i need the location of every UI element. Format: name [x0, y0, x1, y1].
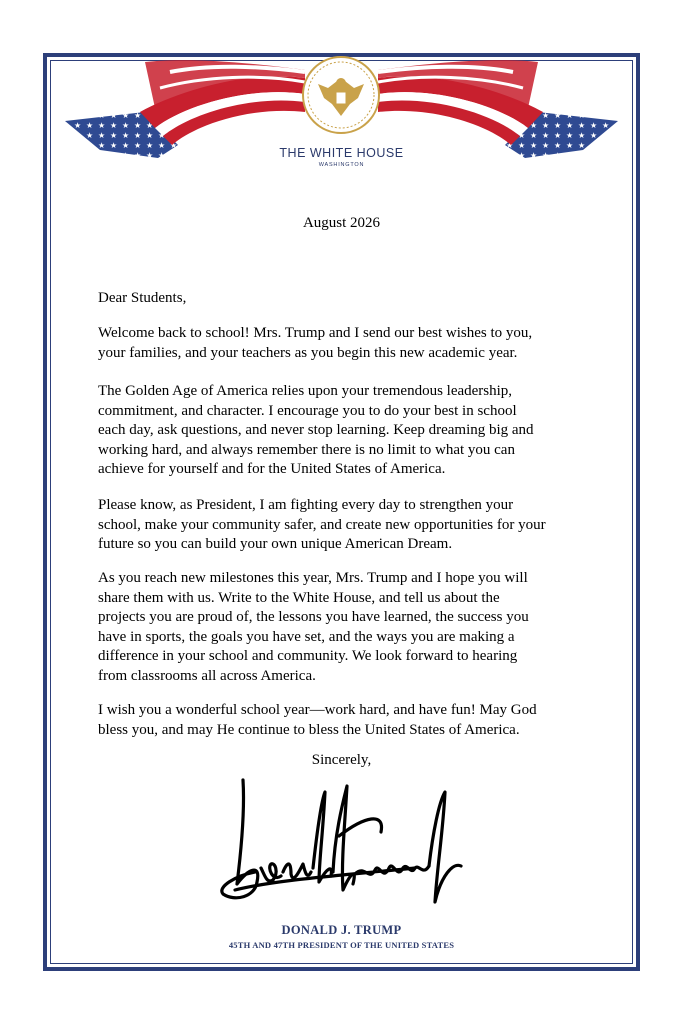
paragraph-line: school, make your community safer, and create new opportunities for your	[98, 516, 546, 533]
paragraph-line: achieve for yourself and for the United States of America.	[98, 461, 446, 478]
paragraph-line: your families, and your teachers as you begin this new academic year.	[98, 344, 518, 361]
paragraph-3	[98, 496, 598, 555]
paragraph-line: Welcome back to school! Mrs. Trump and I send our best wishes to you,	[98, 325, 533, 341]
paragraph-2	[98, 382, 598, 480]
paragraph-4	[98, 569, 598, 687]
closing: Sincerely,	[311, 752, 372, 768]
left-ribbon	[140, 60, 305, 145]
paragraph-line: working hard, and always remember there is no limit to what you can	[98, 441, 515, 458]
paragraph-line: have in sports, the goals you have set, and the ways you are making a	[98, 628, 515, 645]
paragraph-line: commitment, and character. I encourage you to do your best in school	[98, 402, 517, 419]
paragraph-line: projects you are proud of, the lessons you have learned, the success you	[98, 609, 529, 626]
presidential-seal-icon	[303, 57, 379, 133]
paragraph-line: The Golden Age of America relies upon your tremendous leadership,	[98, 383, 513, 399]
letter-date: August 2026	[302, 215, 381, 231]
paragraph-line: future so you can build your own unique American Dream.	[98, 536, 453, 553]
paragraph-line: difference in your school and community. We look forward to hearing	[98, 648, 518, 665]
signer-name: DONALD J. TRUMP	[281, 923, 402, 937]
right-ribbon	[378, 60, 543, 145]
paragraph-line: bless you, and may He continue to bless the United States of America.	[98, 721, 520, 738]
paragraph-line: share them with us. Write to the White House, and tell us about the	[98, 589, 500, 606]
letterhead-subtitle: WASHINGTON	[318, 162, 365, 168]
handwritten-signature	[215, 772, 470, 922]
paragraph-line: I wish you a wonderful school year—work hard, and have fun! May God	[98, 702, 537, 718]
paragraph-line: As you reach new milestones this year, Mrs. Trump and I hope you will	[98, 570, 528, 586]
paragraph-line: each day, ask questions, and never stop learning. Keep dreaming big and	[98, 422, 534, 439]
letterhead-title: THE WHITE HOUSE	[279, 146, 404, 160]
paragraph-line: from classrooms all across America.	[98, 667, 316, 684]
signer-title: 45TH AND 47TH PRESIDENT OF THE UNITED STATES	[228, 940, 455, 950]
salutation: Dear Students,	[98, 290, 187, 306]
paragraph-line: Please know, as President, I am fighting every day to strengthen your	[98, 497, 514, 513]
paragraph-1	[98, 324, 598, 363]
paragraph-5	[98, 701, 598, 740]
